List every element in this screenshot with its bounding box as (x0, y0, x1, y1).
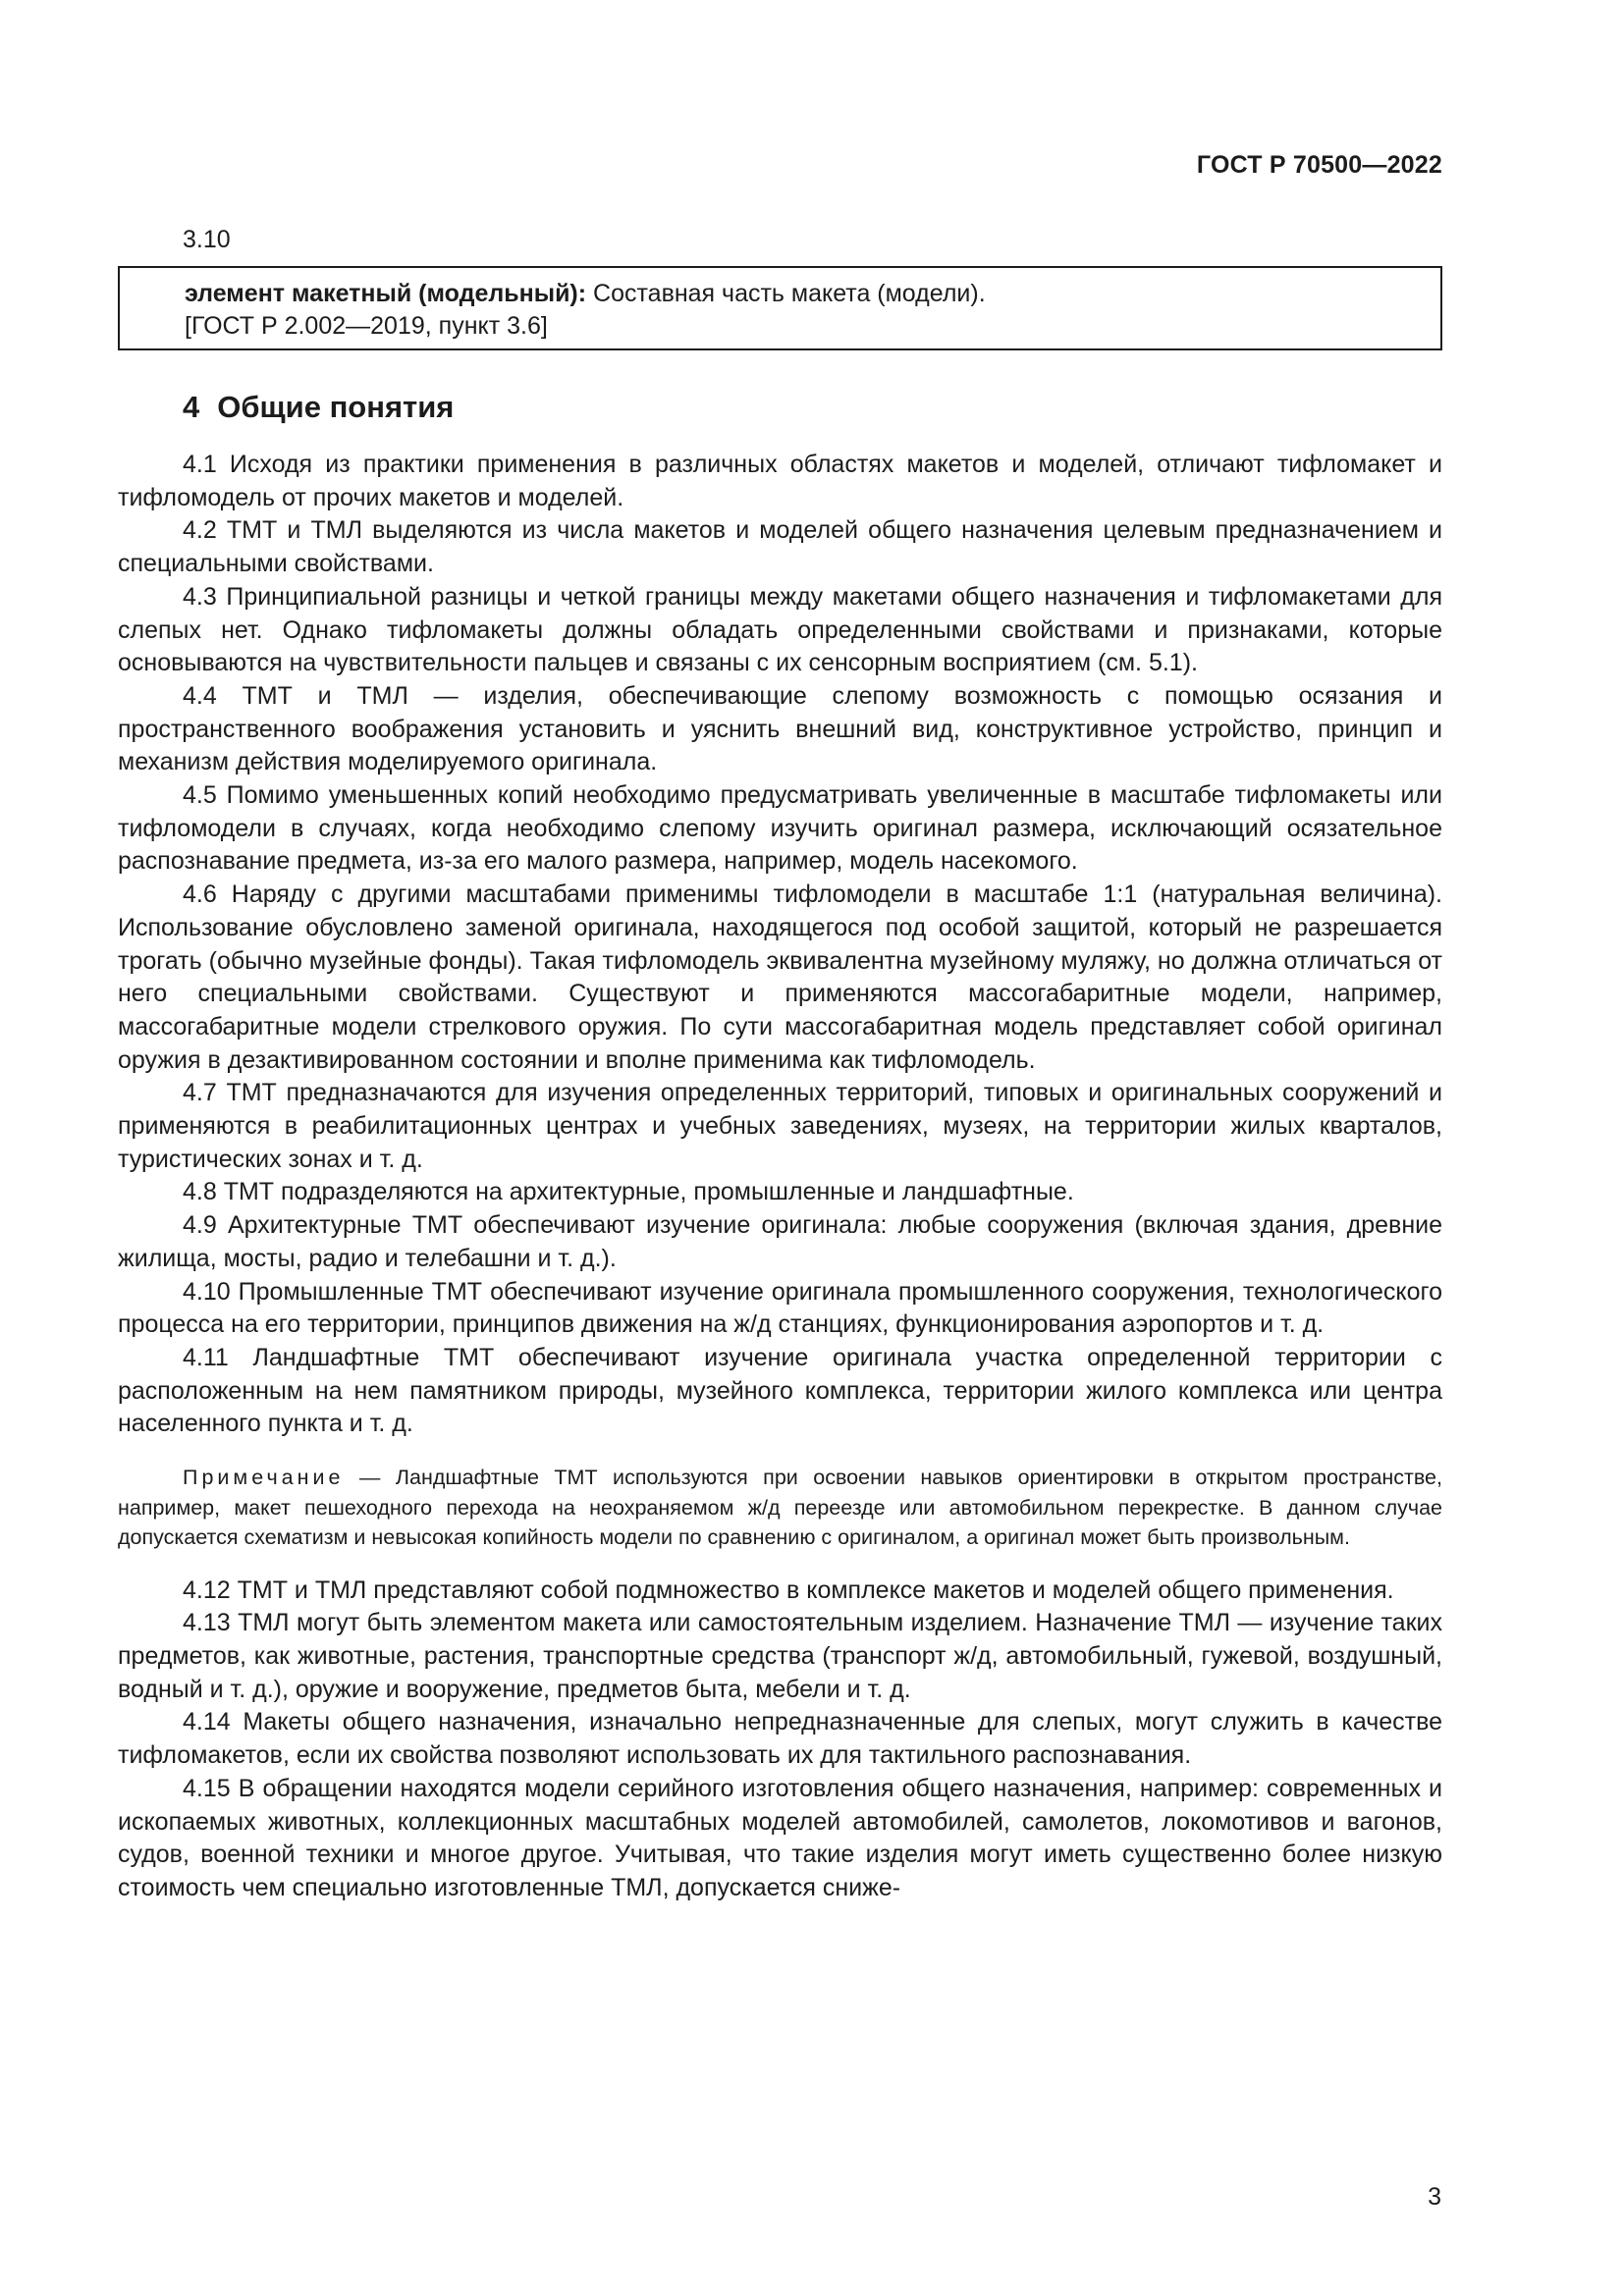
term-definition: Составная часть макета (модели). (586, 280, 986, 307)
paragraph-4-5: 4.5 Помимо уменьшенных копий необходимо предусматривать увеличенные в масштабе тифломакеты или тифломодели в случаях, когда необходимо слепому изучить оригинал размера, исключающий осязательное распознавание предмета, из-за его малого размера, например, модель насекомого. (118, 781, 1442, 876)
paragraph-4-11: 4.11 Ландшафтные ТМТ обеспечивают изучение оригинала участка определенной территории с расположенным на нем памятником природы, музейного комплекса, территории жилого комплекса или центра населенного пункта и т. д. (118, 1343, 1442, 1438)
section-heading (183, 390, 1442, 425)
paragraph-4-14: 4.14 Макеты общего назначения, изначально непредназначенные для слепых, могут служить в качестве тифломакетов, если их свойства позволяют использовать их для тактильного распознавания. (118, 1708, 1442, 1770)
paragraph-4-7: 4.7 ТМТ предназначаются для изучения определенных территорий, типовых и оригинальных сооружений и применяются в реабилитационных центрах и учебных заведениях, музеях, на территории жилых кварталов, туристических зонах и т. д. (118, 1079, 1442, 1173)
paragraph-4-15: 4.15 В обращении находятся модели серийного изготовления общего назначения, например: современных и ископаемых животных, коллекционных масштабных моделей автомобилей, самолетов, локомотивов и вагонов, судов, военной техники и многое другое. Учитывая, что такие изделия могут иметь существенно более низкую стоимость чем специально изготовленные ТМЛ, допускается сниже- (118, 1774, 1442, 1901)
term-name: элемент макетный (модельный): (185, 280, 587, 307)
paragraph-4-12: 4.12 ТМТ и ТМЛ представляют собой подмножество в комплексе макетов и моделей общего применения. (183, 1575, 1394, 1604)
paragraph-4-3: 4.3 Принципиальной разницы и четкой границы между макетами общего назначения и тифломакетами для слепых нет. Однако тифломакеты должны обладать определенными свойствами и признаками, которые основываются на чувствительности пальцев и связаны с их сенсорным восприятием (см. 5.1). (118, 582, 1442, 677)
section-title: Общие понятия (217, 390, 455, 424)
paragraph-4-6: 4.6 Наряду с другими масштабами применимы тифломодели в масштабе 1:1 (натуральная величина). Использование обусловлено заменой оригинала, находящегося под особой защитой, который не разрешается трогать (обычно музейные фонды). Такая тифломодель эквивалентна музейному муляжу, но должна отличаться от него специальными свойствами. Существуют и применяются массогабаритные модели, например, массогабаритные модели стрелкового оружия. По сути массогабаритная модель представляет собой оригинал оружия в дезактивированном состоянии и вполне применима как тифломодель. (118, 881, 1442, 1074)
term-line (185, 278, 1421, 310)
document-header: ГОСТ Р 70500—2022 (1196, 151, 1442, 179)
term-number: 3.10 (183, 226, 231, 253)
note (118, 1463, 1442, 1553)
page-number: 3 (1428, 2183, 1441, 2211)
note-text: — Ландшафтные ТМТ используются при освоении навыков ориентировки в открытом пространстве, например, макет пешеходного перехода на неохраняемом ж/д переезде или автомобильном перекрестке. В данном случае допускается схематизм и невысокая копийность модели по сравнению с оригиналом, а оригинал может быть произвольным. (118, 1466, 1442, 1550)
section-number: 4 (183, 390, 200, 424)
page-content (118, 224, 1442, 1905)
term-definition-box (118, 266, 1442, 350)
paragraph-4-2: 4.2 ТМТ и ТМЛ выделяются из числа макетов и моделей общего назначения целевым предназначением и специальными свойствами. (118, 516, 1442, 578)
paragraph-4-8: 4.8 ТМТ подразделяются на архитектурные, промышленные и ландшафтные. (183, 1178, 1074, 1206)
paragraph-4-9: 4.9 Архитектурные ТМТ обеспечивают изучение оригинала: любые сооружения (включая здания, древние жилища, мосты, радио и телебашни и т. д.). (118, 1211, 1442, 1272)
term-source: [ГОСТ Р 2.002—2019, пункт 3.6] (185, 312, 548, 340)
note-label: Примечание (183, 1466, 345, 1490)
paragraph-4-10: 4.10 Промышленные ТМТ обеспечивают изучение оригинала промышленного сооружения, технологического процесса на его территории, принципов движения на ж/д станциях, функционирования аэропортов и т. д. (118, 1277, 1442, 1339)
paragraph-4-1: 4.1 Исходя из практики применения в различных областях макетов и моделей, отличают тифломакет и тифломодель от прочих макетов и моделей. (118, 451, 1442, 511)
paragraph-4-4: 4.4 ТМТ и ТМЛ — изделия, обеспечивающие слепому возможность с помощью осязания и пространственного воображения установить и уяснить внешний вид, конструктивное устройство, принцип и механизм действия моделируемого оригинала. (118, 681, 1442, 776)
paragraph-4-13: 4.13 ТМЛ могут быть элементом макета или самостоятельным изделием. Назначение ТМЛ — изучение таких предметов, как животные, растения, транспортные средства (транспорт ж/д, автомобильный, гужевой, воздушный, водный и т. д.), оружие и вооружение, предметов быта, мебели и т. д. (118, 1609, 1442, 1703)
